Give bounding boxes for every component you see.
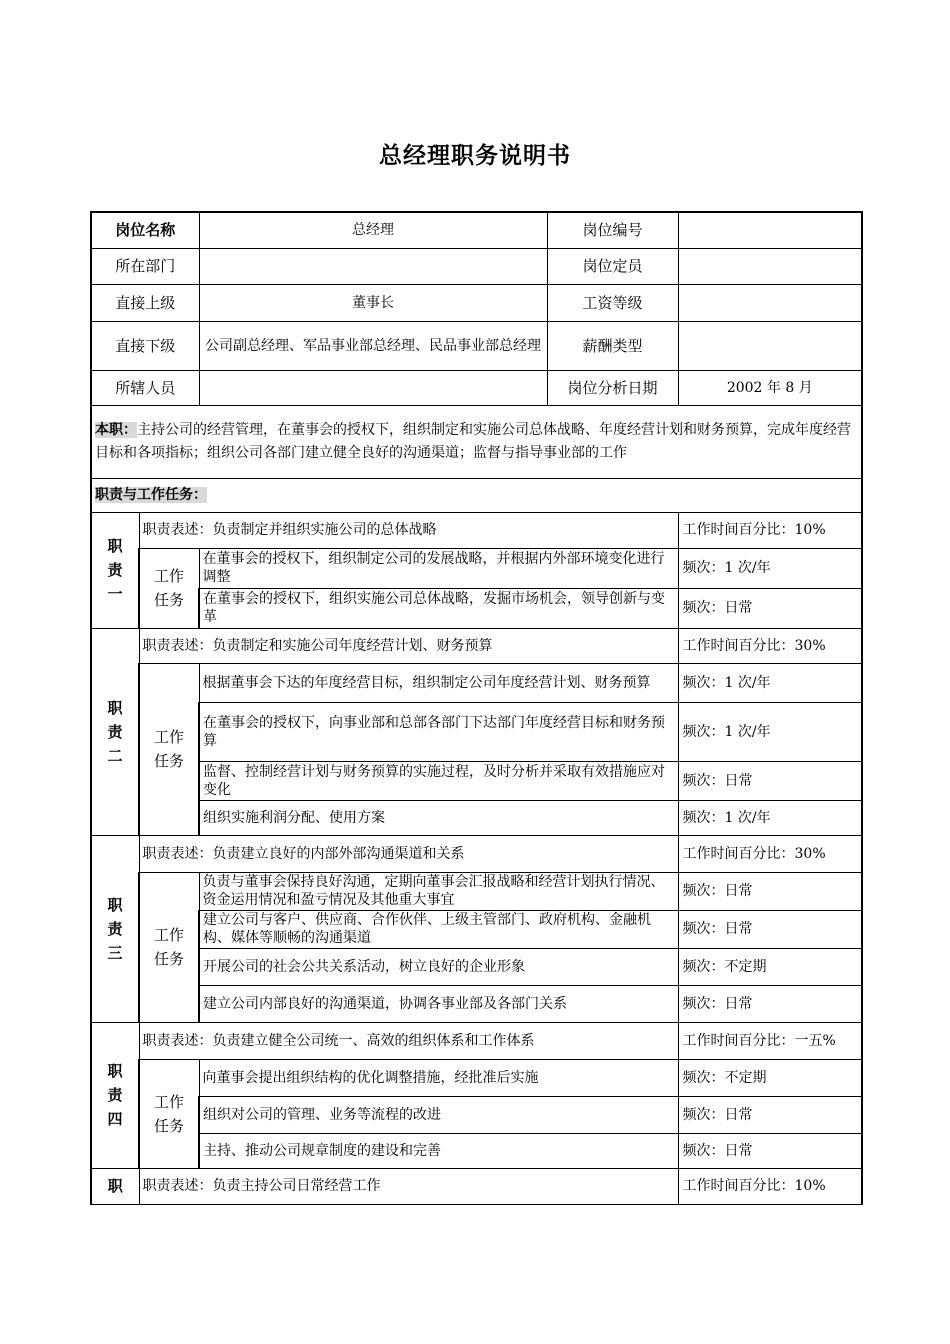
task-text: 开展公司的社会公共关系活动，树立良好的企业形象 [199, 948, 678, 985]
task-frequency: 频次：日常 [678, 1096, 862, 1133]
duty-label [91, 512, 139, 628]
task-frequency: 频次：日常 [678, 910, 862, 948]
page-title: 总经理职务说明书 [379, 143, 571, 169]
section-header [91, 478, 862, 512]
duty-description: 职责表述：负责主持公司日常经营工作 [139, 1168, 678, 1204]
quota-label: 岗位定员 [547, 248, 678, 284]
superior-label: 直接上级 [91, 284, 199, 321]
post-no-label: 岗位编号 [547, 212, 678, 248]
task-text: 主持、推动公司规章制度的建设和完善 [199, 1133, 678, 1168]
duty-label [91, 835, 139, 1022]
salary-grade-value [678, 284, 862, 321]
task-text: 组织实施利润分配、使用方案 [199, 800, 678, 835]
task-frequency: 频次：日常 [678, 1133, 862, 1168]
task-frequency: 频次：日常 [678, 872, 862, 910]
duty-label [91, 628, 139, 835]
task-frequency: 频次：1 次/年 [678, 548, 862, 588]
work-task-label: 工作 任务 [139, 872, 199, 1022]
duty-label [91, 1022, 139, 1168]
duty-time-percent: 工作时间百分比：30% [678, 835, 862, 872]
task-text: 在董事会的授权下，组织实施公司总体战略，发掘市场机会，领导创新与变革 [199, 588, 678, 628]
staff-value [199, 370, 547, 405]
post-no-value [678, 212, 862, 248]
task-frequency: 频次：日常 [678, 761, 862, 800]
work-task-label: 工作 任务 [139, 1059, 199, 1168]
duty-time-percent: 工作时间百分比：30% [678, 628, 862, 663]
duty-label-char: 责 [107, 919, 123, 938]
duty-label-char: 职 [107, 537, 123, 555]
section-title: 职责与工作任务： [95, 487, 207, 503]
job-description-table [90, 211, 863, 1205]
duty-label-char: 职 [107, 1062, 123, 1080]
duty-label-char: 职 [107, 895, 123, 914]
task-frequency: 频次：1 次/年 [678, 800, 862, 835]
duty-time-percent: 工作时间百分比：10% [678, 1168, 862, 1204]
duty-description: 职责表述：负责建立健全公司统一、高效的组织体系和工作体系 [139, 1022, 678, 1059]
duty-time-percent: 工作时间百分比：10% [678, 512, 862, 548]
duty-time-percent: 工作时间百分比：一五% [678, 1022, 862, 1059]
post-name-value: 总经理 [199, 212, 547, 248]
task-text: 监督、控制经营计划与财务预算的实施过程，及时分析并采取有效措施应对变化 [199, 761, 678, 800]
duty-label-char: 责 [107, 722, 123, 741]
summary-text: 主持公司的经营管理，在董事会的授权下，组织制定和实施公司总体战略、年度经营计划和财务预算，完成年度经营目标和各项指标；组织公司各部门建立健全良好的沟通渠道；监督与指导事业部的工作 [95, 421, 851, 461]
subordinate-value: 公司副总经理、军品事业部总经理、民品事业部总经理 [199, 321, 547, 370]
task-frequency: 频次：日常 [678, 985, 862, 1022]
duty-description: 职责表述：负责制定和实施公司年度经营计划、财务预算 [139, 628, 678, 663]
duty-description: 职责表述：负责制定并组织实施公司的总体战略 [139, 512, 678, 548]
duty-label-char: 职 [107, 698, 123, 717]
task-text: 组织对公司的管理、业务等流程的改进 [199, 1096, 678, 1133]
task-text: 建立公司内部良好的沟通渠道，协调各事业部及各部门关系 [199, 985, 678, 1022]
subordinate-label: 直接下级 [91, 321, 199, 370]
task-text: 根据董事会下达的年度经营目标，组织制定公司年度经营计划、财务预算 [199, 663, 678, 702]
staff-label: 所辖人员 [91, 370, 199, 405]
dept-label: 所在部门 [91, 248, 199, 284]
quota-value [678, 248, 862, 284]
task-frequency: 频次：1 次/年 [678, 702, 862, 761]
post-name-label: 岗位名称 [91, 212, 199, 248]
duty-label-char: 三 [107, 943, 123, 962]
dept-value [199, 248, 547, 284]
analysis-date-label: 岗位分析日期 [547, 370, 678, 405]
task-frequency: 频次：不定期 [678, 948, 862, 985]
task-frequency: 频次：1 次/年 [678, 663, 862, 702]
summary-key: 本职： [95, 421, 137, 438]
task-text: 在董事会的授权下，组织制定公司的发展战略，并根据内外部环境变化进行调整 [199, 548, 678, 588]
task-frequency: 频次：不定期 [678, 1059, 862, 1096]
duty-label-char: 责 [107, 561, 123, 579]
pay-type-value [678, 321, 862, 370]
duty-label-char: 一 [107, 585, 123, 603]
analysis-date-value: 2002 年 8 月 [678, 370, 862, 405]
task-frequency: 频次：日常 [678, 588, 862, 628]
duty-label [91, 1168, 139, 1204]
work-task-label: 工作 任务 [139, 548, 199, 628]
task-text: 在董事会的授权下，向事业部和总部各部门下达部门年度经营目标和财务预算 [199, 702, 678, 761]
task-text: 负责与董事会保持良好沟通，定期向董事会汇报战略和经营计划执行情况、资金运用情况和盈亏情况及其他重大事宜 [199, 872, 678, 910]
duty-description: 职责表述：负责建立良好的内部外部沟通渠道和关系 [139, 835, 678, 872]
duty-label-char: 四 [107, 1110, 123, 1128]
pay-type-label: 薪酬类型 [547, 321, 678, 370]
task-text: 建立公司与客户、供应商、合作伙伴、上级主管部门、政府机构、金融机构、媒体等顺畅的沟通渠道 [199, 910, 678, 948]
salary-grade-label: 工资等级 [547, 284, 678, 321]
job-summary [91, 405, 862, 478]
superior-value: 董事长 [199, 284, 547, 321]
work-task-label: 工作 任务 [139, 663, 199, 835]
duty-label-char: 二 [107, 746, 123, 765]
duty-label-char: 职 [107, 1177, 123, 1195]
duty-label-char: 责 [107, 1086, 123, 1104]
task-text: 向董事会提出组织结构的优化调整措施，经批准后实施 [199, 1059, 678, 1096]
